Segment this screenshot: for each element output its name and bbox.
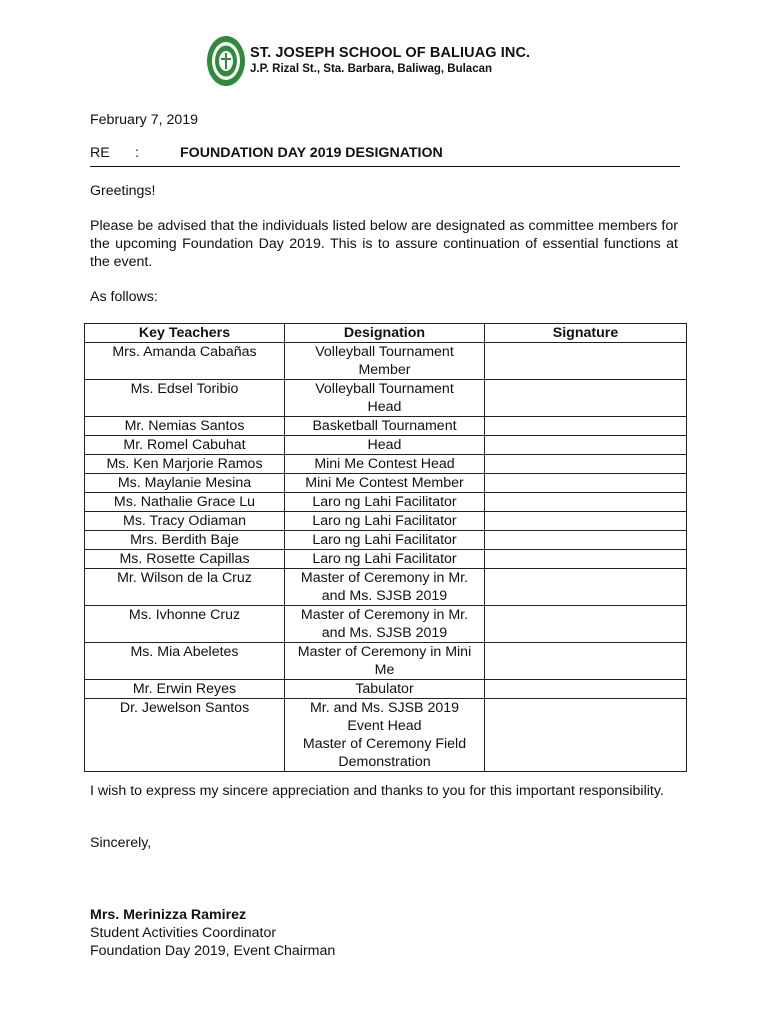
re-colon: : <box>135 145 139 161</box>
teacher-name-cell: Ms. Tracy Odiaman <box>85 512 285 531</box>
as-follows-label: As follows: <box>90 289 158 305</box>
designation-cell <box>285 417 485 436</box>
designation-line: Laro ng Lahi Facilitator <box>312 551 457 567</box>
designation-line: Master of Ceremony in Mr. <box>300 607 469 623</box>
table-row <box>85 569 687 606</box>
designation-cell <box>285 343 485 380</box>
designation-cell <box>285 606 485 643</box>
teacher-name-cell: Mrs. Berdith Baje <box>85 531 285 550</box>
teacher-name-cell: Mr. Wilson de la Cruz <box>85 569 285 606</box>
teacher-name-cell: Dr. Jewelson Santos <box>85 699 285 772</box>
signature-cell[interactable] <box>485 455 687 474</box>
school-seal-icon <box>206 35 246 87</box>
table-row <box>85 436 687 455</box>
signature-cell[interactable] <box>485 606 687 643</box>
designation-line: Laro ng Lahi Facilitator <box>312 513 457 529</box>
designation-cell <box>285 699 485 772</box>
table-row <box>85 680 687 699</box>
designation-cell <box>285 569 485 606</box>
signature-cell[interactable] <box>485 550 687 569</box>
table-row <box>85 455 687 474</box>
table-row <box>85 380 687 417</box>
designation-cell <box>285 455 485 474</box>
intro-paragraph: Please be advised that the individuals listed below are designated as committee members for the upcoming Foundation Day 2019. This is to assure continuation of essential functions at the event. <box>90 218 678 270</box>
subject-line <box>90 144 680 162</box>
greeting: Greetings! <box>90 183 156 199</box>
designation-cell <box>285 531 485 550</box>
table-row <box>85 417 687 436</box>
letter-subject: FOUNDATION DAY 2019 DESIGNATION <box>180 145 443 161</box>
table-row <box>85 699 687 772</box>
designation-cell <box>285 550 485 569</box>
designation-line: Master of Ceremony in Mini <box>297 644 472 660</box>
designation-cell <box>285 493 485 512</box>
table-row <box>85 606 687 643</box>
designation-cell <box>285 643 485 680</box>
designation-line: Mini Me Contest Head <box>314 456 455 472</box>
designation-line: Volleyball Tournament <box>315 344 454 360</box>
signer-name: Mrs. Merinizza Ramirez <box>90 907 247 923</box>
designation-line: Tabulator <box>355 681 414 697</box>
teacher-name-cell: Ms. Ivhonne Cruz <box>85 606 285 643</box>
designation-line: Member <box>358 362 411 378</box>
header-key-teachers: Key Teachers <box>85 324 285 343</box>
designation-cell <box>285 436 485 455</box>
header-designation: Designation <box>285 324 485 343</box>
designation-line: Master of Ceremony Field <box>302 736 467 752</box>
designation-cell <box>285 680 485 699</box>
letter-date: February 7, 2019 <box>90 112 199 128</box>
school-address: J.P. Rizal St., Sta. Barbara, Baliwag, Bulacan <box>250 63 493 75</box>
designation-line: and Ms. SJSB 2019 <box>321 625 448 641</box>
subject-divider <box>90 166 680 167</box>
signature-cell[interactable] <box>485 643 687 680</box>
signature-cell[interactable] <box>485 569 687 606</box>
table-row <box>85 550 687 569</box>
designation-line: Head <box>367 437 402 453</box>
signature-cell[interactable] <box>485 493 687 512</box>
designation-cell <box>285 380 485 417</box>
signer-role: Foundation Day 2019, Event Chairman <box>90 943 336 959</box>
teacher-name-cell: Ms. Edsel Toribio <box>85 380 285 417</box>
signature-cell[interactable] <box>485 343 687 380</box>
designation-table <box>84 323 687 772</box>
designation-line: Head <box>367 399 402 415</box>
signature-cell[interactable] <box>485 531 687 550</box>
school-name: ST. JOSEPH SCHOOL OF BALIUAG INC. <box>250 45 531 61</box>
signature-cell[interactable] <box>485 436 687 455</box>
table-row <box>85 474 687 493</box>
table-row <box>85 531 687 550</box>
signature-cell[interactable] <box>485 380 687 417</box>
closing-salutation: Sincerely, <box>90 835 152 851</box>
teacher-name-cell: Ms. Ken Marjorie Ramos <box>85 455 285 474</box>
re-label: RE <box>90 145 110 161</box>
designation-line: Me <box>374 662 395 678</box>
signature-cell[interactable] <box>485 680 687 699</box>
designation-line: Basketball Tournament <box>312 418 457 434</box>
closing-paragraph: I wish to express my sincere appreciation and thanks to you for this important responsibility. <box>90 783 664 799</box>
designation-line: Volleyball Tournament <box>315 381 454 397</box>
signature-cell[interactable] <box>485 699 687 772</box>
teacher-name-cell: Mr. Erwin Reyes <box>85 680 285 699</box>
signature-cell[interactable] <box>485 512 687 531</box>
designation-line: Laro ng Lahi Facilitator <box>312 532 457 548</box>
designation-line: Master of Ceremony in Mr. <box>300 570 469 586</box>
signature-cell[interactable] <box>485 474 687 493</box>
designation-line: Mini Me Contest Member <box>305 475 464 491</box>
teacher-name-cell: Mr. Nemias Santos <box>85 417 285 436</box>
designation-line: Demonstration <box>338 754 431 770</box>
signer-title: Student Activities Coordinator <box>90 925 277 941</box>
teacher-name-cell: Mrs. Amanda Cabañas <box>85 343 285 380</box>
designation-cell <box>285 512 485 531</box>
table-row <box>85 343 687 380</box>
teacher-name-cell: Ms. Nathalie Grace Lu <box>85 493 285 512</box>
teacher-name-cell: Ms. Maylanie Mesina <box>85 474 285 493</box>
teacher-name-cell: Ms. Rosette Capillas <box>85 550 285 569</box>
table-row <box>85 512 687 531</box>
designation-line: and Ms. SJSB 2019 <box>321 588 448 604</box>
teacher-name-cell: Mr. Romel Cabuhat <box>85 436 285 455</box>
designation-line: Mr. and Ms. SJSB 2019 <box>309 700 460 716</box>
signature-cell[interactable] <box>485 417 687 436</box>
table-header-row <box>85 324 687 343</box>
header-signature: Signature <box>485 324 687 343</box>
designation-line: Event Head <box>347 718 422 734</box>
letterhead <box>206 35 626 87</box>
designation-line: Laro ng Lahi Facilitator <box>312 494 457 510</box>
teacher-name-cell: Ms. Mia Abeletes <box>85 643 285 680</box>
table-row <box>85 493 687 512</box>
designation-cell <box>285 474 485 493</box>
table-row <box>85 643 687 680</box>
